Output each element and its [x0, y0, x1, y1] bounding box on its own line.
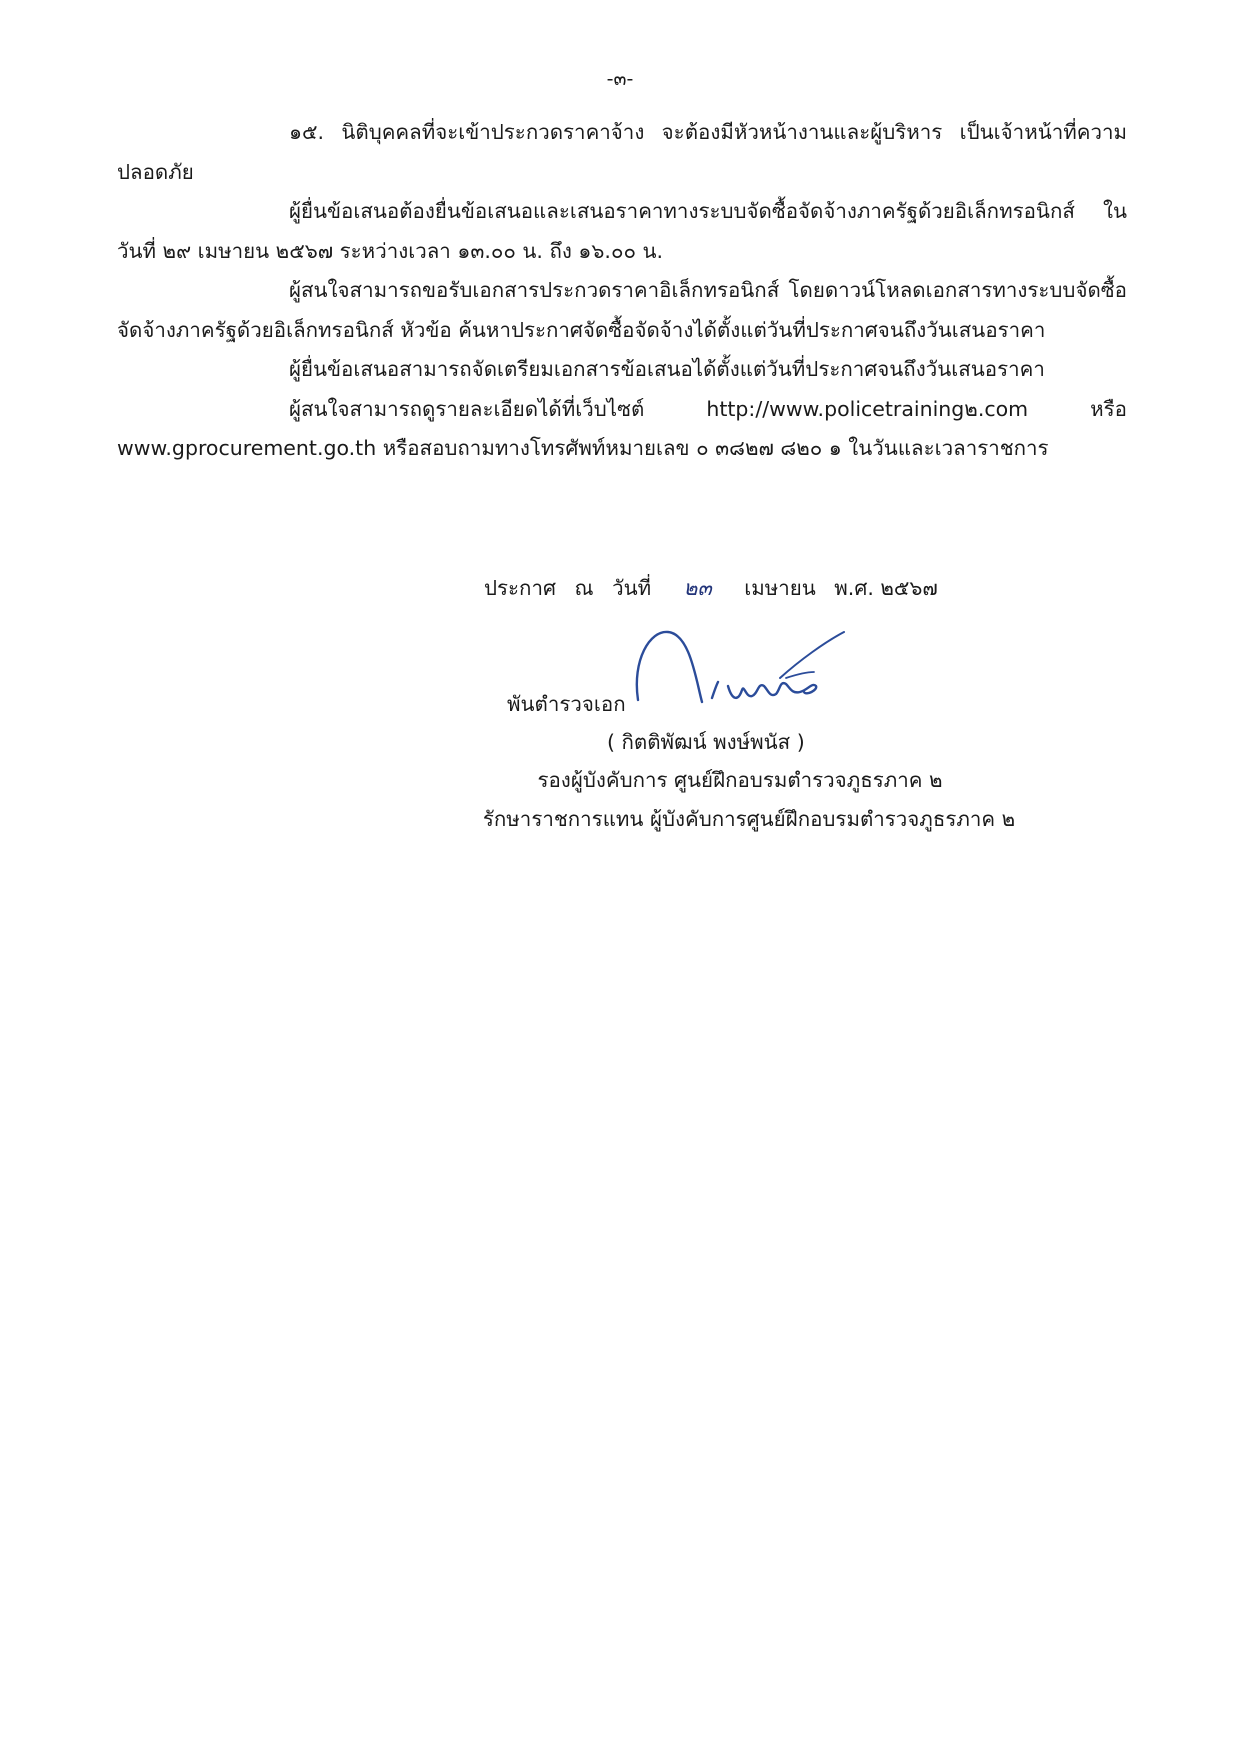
announcement-at: ณ	[574, 576, 594, 600]
paragraph-contact-info: ผู้สนใจสามารถดูรายละเอียดได้ที่เว็บไซต์ http://www.policetraining๒.com หรือ www.gprocurement.go.th หรือสอบถามทางโทรศัพท์หมายเลข ๐ ๓๘๒๗ ๘๒๐ ๑ ในวันและเวลาราชการ	[117, 396, 1127, 460]
signer-position-deputy: รองผู้บังคับการ ศูนย์ฝึกอบรมตำรวจภูธรภาค ๒	[537, 768, 943, 792]
paragraph-document-download: ผู้สนใจสามารถขอรับเอกสารประกวดราคาอิเล็กทรอนิกส์ โดยดาวน์โหลดเอกสารทางระบบจัดซื้อจัดจ้างภาครัฐด้วยอิเล็กทรอนิกส์ หัวข้อ ค้นหาประกาศจัดซื้อจัดจ้างได้ตั้งแต่วันที่ประกาศจนถึงวันเสนอราคา	[117, 278, 1127, 342]
signer-rank: พันตำรวจเอก	[507, 692, 626, 716]
announcement-date-line	[484, 572, 938, 605]
announcement-year: ๒๕๖๗	[880, 576, 938, 600]
announcement-body	[117, 113, 1127, 469]
paragraph-prepare-documents: ผู้ยื่นข้อเสนอสามารถจัดเตรียมเอกสารข้อเสนอได้ตั้งแต่วันที่ประกาศจนถึงวันเสนอราคา	[289, 357, 1045, 381]
signer-name: ( กิตติพัฒน์ พงษ์พนัส )	[607, 730, 805, 754]
announcement-day-label: วันที่	[612, 576, 652, 600]
announcement-month: เมษายน	[744, 576, 816, 600]
handwritten-signature	[630, 620, 870, 720]
announcement-prefix: ประกาศ	[484, 576, 556, 600]
signer-position-acting: รักษาราชการแทน ผู้บังคับการศูนย์ฝึกอบรมตำรวจภูธรภาค ๒	[482, 807, 1016, 831]
announcement-era: พ.ศ.	[834, 576, 874, 600]
paragraph-requirement-15: ๑๕. นิติบุคคลที่จะเข้าประกวดราคาจ้าง จะต้องมีหัวหน้างานและผู้บริหาร เป็นเจ้าหน้าที่ความปลอดภัย	[117, 120, 1127, 184]
announcement-day: ๒๓	[683, 576, 712, 600]
page-number: -๓-	[606, 68, 634, 90]
paragraph-bid-submission: ผู้ยื่นข้อเสนอต้องยื่นข้อเสนอและเสนอราคาทางระบบจัดซื้อจัดจ้างภาครัฐด้วยอิเล็กทรอนิกส์ ในวันที่ ๒๙ เมษายน ๒๕๖๗ ระหว่างเวลา ๑๓.๐๐ น. ถึง ๑๖.๐๐ น.	[117, 199, 1127, 263]
